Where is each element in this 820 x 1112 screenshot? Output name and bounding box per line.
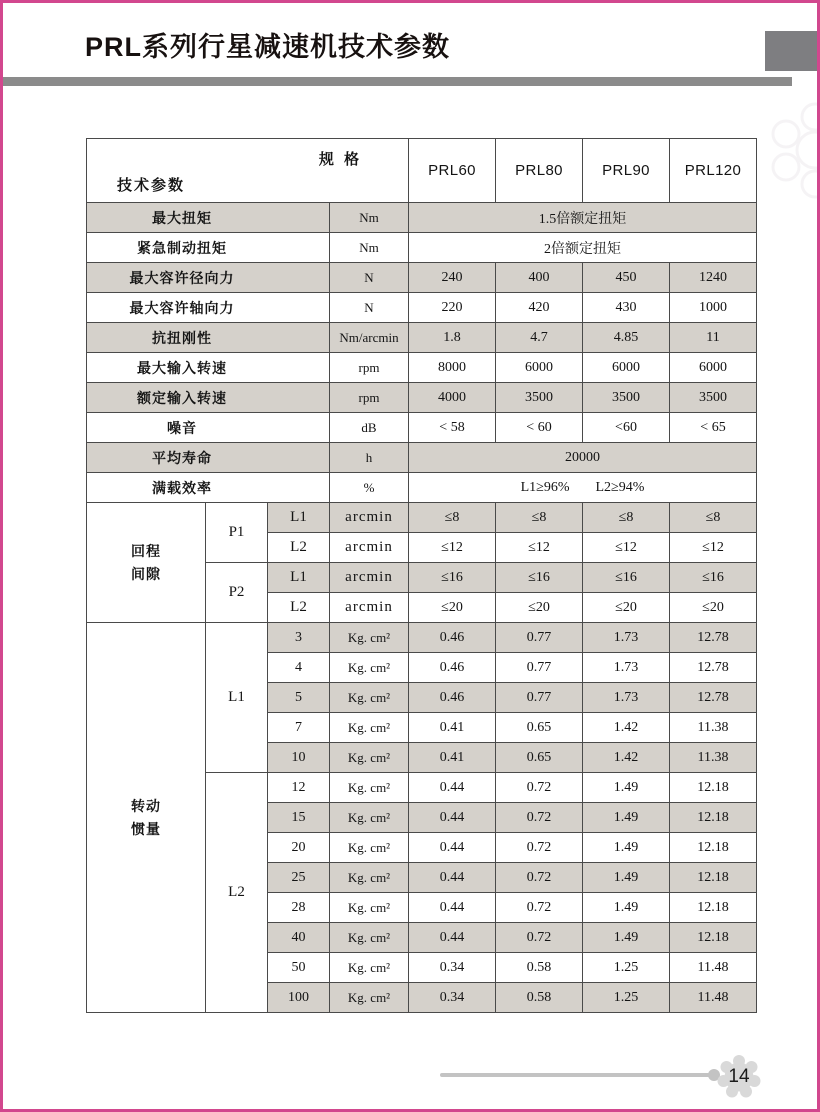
value-cell: ≤16 xyxy=(670,563,757,593)
value-cell: ≤12 xyxy=(409,533,496,563)
value-cell: ≤8 xyxy=(409,503,496,533)
unit-cell: Nm/arcmin xyxy=(330,323,409,353)
column-header-prl90: PRL90 xyxy=(583,139,670,203)
unit-cell: Kg. cm² xyxy=(330,863,409,893)
value-cell: 0.46 xyxy=(409,623,496,653)
value-cell: ≤12 xyxy=(670,533,757,563)
value-cell: 11.48 xyxy=(670,983,757,1013)
value-cell: 0.41 xyxy=(409,743,496,773)
ratio-cell: 20 xyxy=(268,833,330,863)
value-cell: 1.42 xyxy=(583,713,670,743)
unit-cell: Kg. cm² xyxy=(330,953,409,983)
unit-cell: h xyxy=(330,443,409,473)
unit-cell: Kg. cm² xyxy=(330,923,409,953)
unit-cell: rpm xyxy=(330,383,409,413)
ratio-cell: 28 xyxy=(268,893,330,923)
table-row xyxy=(87,323,757,353)
value-cell: 11.38 xyxy=(670,743,757,773)
unit-cell: % xyxy=(330,473,409,503)
value-cell: 0.34 xyxy=(409,983,496,1013)
value-cell: 12.78 xyxy=(670,623,757,653)
efficiency-l1: L1≥96% xyxy=(520,479,570,495)
value-cell: ≤20 xyxy=(583,593,670,623)
value-cell: 0.44 xyxy=(409,773,496,803)
level-cell: L2 xyxy=(268,593,330,623)
value-cell: 1.25 xyxy=(583,953,670,983)
value-cell: 11.38 xyxy=(670,713,757,743)
value-cell: 420 xyxy=(496,293,583,323)
corner-block xyxy=(765,31,818,71)
unit-cell: N xyxy=(330,263,409,293)
value-span-cell: 20000 xyxy=(409,443,757,473)
table-row xyxy=(87,203,757,233)
table-row xyxy=(87,293,757,323)
value-cell: 400 xyxy=(496,263,583,293)
value-cell: ≤20 xyxy=(496,593,583,623)
ratio-cell: 40 xyxy=(268,923,330,953)
value-cell: 0.77 xyxy=(496,623,583,653)
title-underline xyxy=(3,77,792,86)
value-cell: 11.48 xyxy=(670,953,757,983)
table-row xyxy=(87,503,757,533)
param-cell: 抗扭刚性 xyxy=(87,323,330,353)
value-cell: ≤20 xyxy=(670,593,757,623)
value-cell: 0.46 xyxy=(409,653,496,683)
unit-cell: rpm xyxy=(330,353,409,383)
value-cell: 1.42 xyxy=(583,743,670,773)
value-cell: 1.73 xyxy=(583,653,670,683)
ratio-cell: 5 xyxy=(268,683,330,713)
param-cell: 平均寿命 xyxy=(87,443,330,473)
value-cell: 6000 xyxy=(583,353,670,383)
value-cell: 12.18 xyxy=(670,923,757,953)
value-cell: ≤8 xyxy=(583,503,670,533)
table-header-row xyxy=(87,139,757,203)
value-cell: 0.46 xyxy=(409,683,496,713)
value-cell: 220 xyxy=(409,293,496,323)
unit-cell: Kg. cm² xyxy=(330,683,409,713)
value-cell: 0.44 xyxy=(409,803,496,833)
footer-rule xyxy=(440,1073,712,1077)
unit-cell: Kg. cm² xyxy=(330,713,409,743)
unit-cell: arcmin xyxy=(330,533,409,563)
value-cell: 0.44 xyxy=(409,893,496,923)
param-cell: 最大容许轴向力 xyxy=(87,293,330,323)
value-cell: 12.18 xyxy=(670,863,757,893)
value-cell: ≤16 xyxy=(409,563,496,593)
value-cell: ≤12 xyxy=(583,533,670,563)
section-label-backlash: 回程 间隙 xyxy=(87,503,206,623)
table-row xyxy=(87,353,757,383)
value-cell: 0.72 xyxy=(496,773,583,803)
value-cell: ≤8 xyxy=(496,503,583,533)
value-cell: 4000 xyxy=(409,383,496,413)
value-cell: 0.77 xyxy=(496,653,583,683)
value-cell: 0.72 xyxy=(496,923,583,953)
value-cell: 1.49 xyxy=(583,923,670,953)
value-cell: 0.65 xyxy=(496,713,583,743)
efficiency-span-cell xyxy=(409,473,757,503)
value-cell: 0.77 xyxy=(496,683,583,713)
value-cell: 12.18 xyxy=(670,773,757,803)
ratio-cell: 7 xyxy=(268,713,330,743)
value-span-cell: 2倍额定扭矩 xyxy=(409,233,757,263)
unit-cell: Kg. cm² xyxy=(330,983,409,1013)
ratio-cell: 4 xyxy=(268,653,330,683)
value-cell: 12.18 xyxy=(670,833,757,863)
diagonal-header-cell xyxy=(87,139,409,203)
ratio-cell: 10 xyxy=(268,743,330,773)
grade-cell-p1: P1 xyxy=(206,503,268,563)
unit-cell: Kg. cm² xyxy=(330,833,409,863)
table-row xyxy=(87,233,757,263)
value-cell: 1.49 xyxy=(583,863,670,893)
value-cell: 0.41 xyxy=(409,713,496,743)
unit-cell: arcmin xyxy=(330,503,409,533)
column-header-prl120: PRL120 xyxy=(670,139,757,203)
page-number: 14 xyxy=(728,1066,750,1087)
level-cell: L1 xyxy=(268,563,330,593)
value-span-cell: 1.5倍额定扭矩 xyxy=(409,203,757,233)
table-row xyxy=(87,473,757,503)
value-cell: < 58 xyxy=(409,413,496,443)
ratio-cell: 12 xyxy=(268,773,330,803)
value-cell: 0.58 xyxy=(496,953,583,983)
unit-cell: Kg. cm² xyxy=(330,893,409,923)
param-cell: 噪音 xyxy=(87,413,330,443)
value-cell: 0.72 xyxy=(496,863,583,893)
value-cell: 11 xyxy=(670,323,757,353)
ratio-cell: 25 xyxy=(268,863,330,893)
value-cell: 6000 xyxy=(496,353,583,383)
value-cell: 1.49 xyxy=(583,803,670,833)
param-cell: 额定输入转速 xyxy=(87,383,330,413)
spec-table xyxy=(86,138,757,1013)
section-label-inertia: 转动 惯量 xyxy=(87,623,206,1013)
value-cell: 6000 xyxy=(670,353,757,383)
value-cell: <60 xyxy=(583,413,670,443)
value-cell: 0.44 xyxy=(409,863,496,893)
value-cell: 1.25 xyxy=(583,983,670,1013)
unit-cell: arcmin xyxy=(330,593,409,623)
value-cell: 1.73 xyxy=(583,683,670,713)
level-cell: L1 xyxy=(268,503,330,533)
value-cell: 0.44 xyxy=(409,923,496,953)
unit-cell: Kg. cm² xyxy=(330,773,409,803)
param-cell: 最大扭矩 xyxy=(87,203,330,233)
efficiency-l2: L2≥94% xyxy=(595,479,645,495)
param-cell: 紧急制动扭矩 xyxy=(87,233,330,263)
column-header-prl60: PRL60 xyxy=(409,139,496,203)
group-cell-l2: L2 xyxy=(206,773,268,1013)
value-cell: 0.34 xyxy=(409,953,496,983)
unit-cell: Nm xyxy=(330,233,409,263)
group-cell-l1: L1 xyxy=(206,623,268,773)
value-cell: 0.72 xyxy=(496,803,583,833)
value-cell: 1000 xyxy=(670,293,757,323)
value-cell: 4.7 xyxy=(496,323,583,353)
value-cell: 1.49 xyxy=(583,773,670,803)
unit-cell: Nm xyxy=(330,203,409,233)
value-cell: 8000 xyxy=(409,353,496,383)
value-cell: 12.18 xyxy=(670,893,757,923)
value-cell: ≤20 xyxy=(409,593,496,623)
value-cell: 0.65 xyxy=(496,743,583,773)
unit-cell: Kg. cm² xyxy=(330,743,409,773)
value-cell: 1.8 xyxy=(409,323,496,353)
value-cell: < 65 xyxy=(670,413,757,443)
value-cell: 0.72 xyxy=(496,893,583,923)
value-cell: 430 xyxy=(583,293,670,323)
value-cell: ≤12 xyxy=(496,533,583,563)
table-row xyxy=(87,623,757,653)
param-cell: 满载效率 xyxy=(87,473,330,503)
value-cell: 3500 xyxy=(496,383,583,413)
value-cell: 12.78 xyxy=(670,653,757,683)
ratio-cell: 3 xyxy=(268,623,330,653)
unit-cell: Kg. cm² xyxy=(330,653,409,683)
column-header-prl80: PRL80 xyxy=(496,139,583,203)
value-cell: 1240 xyxy=(670,263,757,293)
value-cell: 12.78 xyxy=(670,683,757,713)
param-cell: 最大输入转速 xyxy=(87,353,330,383)
value-cell: 1.49 xyxy=(583,833,670,863)
grade-cell-p2: P2 xyxy=(206,563,268,623)
value-cell: 4.85 xyxy=(583,323,670,353)
value-cell: 0.44 xyxy=(409,833,496,863)
value-cell: 12.18 xyxy=(670,803,757,833)
value-cell: 1.73 xyxy=(583,623,670,653)
value-cell: 450 xyxy=(583,263,670,293)
ratio-cell: 15 xyxy=(268,803,330,833)
value-cell: 0.58 xyxy=(496,983,583,1013)
value-cell: 3500 xyxy=(583,383,670,413)
spec-axis-label: 规 格 xyxy=(318,151,362,168)
table-row xyxy=(87,413,757,443)
page-title: PRL系列行星减速机技术参数 xyxy=(85,32,450,62)
param-axis-label: 技术参数 xyxy=(117,177,186,194)
unit-cell: Kg. cm² xyxy=(330,623,409,653)
unit-cell: Kg. cm² xyxy=(330,803,409,833)
value-cell: < 60 xyxy=(496,413,583,443)
table-row xyxy=(87,263,757,293)
gear-icon xyxy=(717,1055,761,1099)
unit-cell: dB xyxy=(330,413,409,443)
unit-cell: arcmin xyxy=(330,563,409,593)
table-row xyxy=(87,443,757,473)
value-cell: 1.49 xyxy=(583,893,670,923)
value-cell: ≤8 xyxy=(670,503,757,533)
table-row xyxy=(87,383,757,413)
ratio-cell: 100 xyxy=(268,983,330,1013)
ratio-cell: 50 xyxy=(268,953,330,983)
value-cell: 0.72 xyxy=(496,833,583,863)
param-cell: 最大容许径向力 xyxy=(87,263,330,293)
value-cell: ≤16 xyxy=(496,563,583,593)
level-cell: L2 xyxy=(268,533,330,563)
value-cell: ≤16 xyxy=(583,563,670,593)
value-cell: 240 xyxy=(409,263,496,293)
unit-cell: N xyxy=(330,293,409,323)
value-cell: 3500 xyxy=(670,383,757,413)
